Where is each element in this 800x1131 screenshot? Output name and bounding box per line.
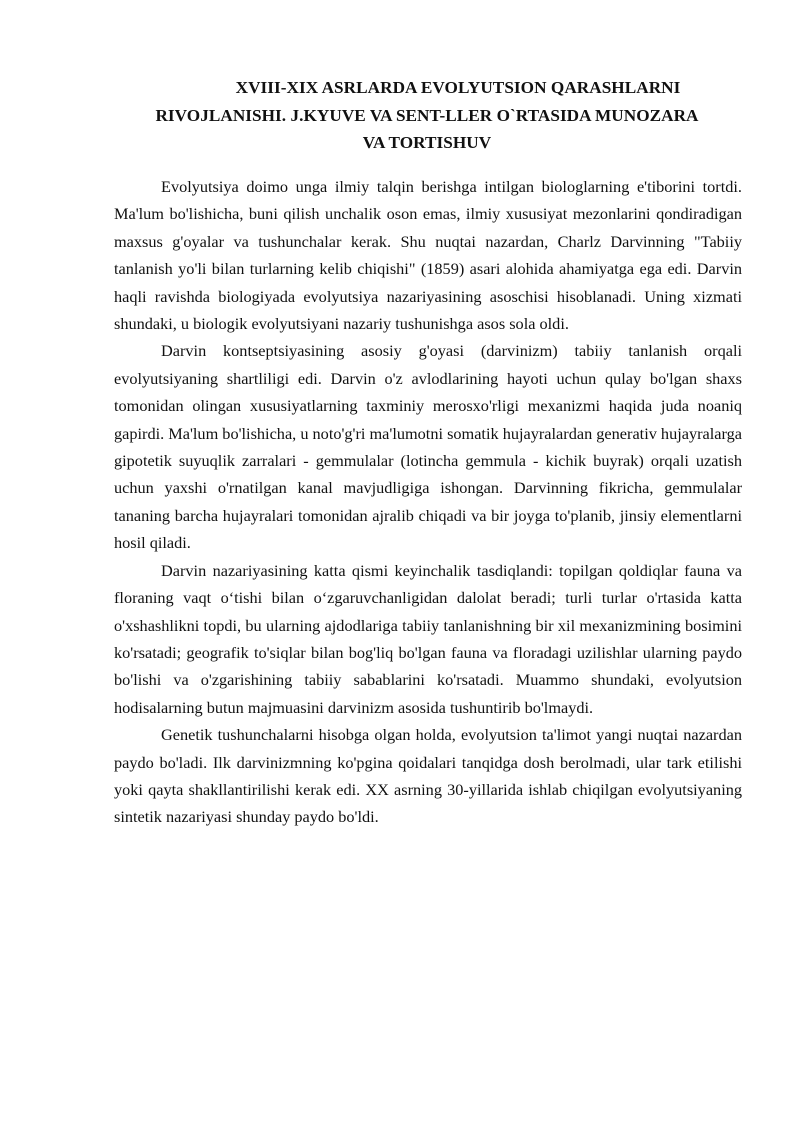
document-body (114, 173, 742, 831)
paragraph-2: Darvin kontseptsiyasining asosiy g'oyasi (darvinizm) tabiiy tanlanish orqali evolyutsiyaning shartliligi edi. Darvin o'z avlodlarining hayoti uchun qulay bo'lgan shaxs tomonidan olingan xususiyatlarning taxminiy merosxo'rligi mexanizmi haqida juda noaniq gapirdi. Ma'lum bo'lishicha, u noto'g'ri ma'lumotni somatik hujayralardan generativ hujayralarga gipotetik suyuqlik zarralari - gemmulalar (lotincha gemmula - kichik buyrak) orqali uzatish uchun yaxshi o'rnatilgan kanal mavjudligiga ishongan. Darvinning fikricha, gemmulalar tananing barcha hujayralari tomonidan ajralib chiqadi va bir joyga to'planib, jinsiy elementlarni hosil qiladi. (114, 341, 742, 553)
paragraph-1: Evolyutsiya doimo unga ilmiy talqin berishga intilgan biologlarning e'tiborini tortdi. Ma'lum bo'lishicha, buni qilish unchalik oson emas, ilmiy xususiyat mezonlarini qondiradigan maxsus g'oyalar va tushunchalar kerak. Shu nuqtai nazardan, Charlz Darvinning "Tabiiy tanlanish yo'li bilan turlarning kelib chiqishi" (1859) asari alohida ahamiyatga ega edi. Darvin haqli ravishda biologiyada evolyutsiya nazariyasining asoschisi hisoblanadi. Uning xizmati shundaki, u biologik evolyutsiyani nazariy tushunishga asos sola oldi. (114, 177, 742, 334)
title-line-3: VA TORTISHUV (362, 133, 492, 152)
paragraph-4: Genetik tushunchalarni hisobga olgan holda, evolyutsion ta'limot yangi nuqtai nazardan paydo bo'ladi. Ilk darvinizmning ko'pgina qoidalari tanqidga dosh berolmadi, ular tark etilishi yoki qayta shakllantirilishi kerak edi. XX asrning 30-yillarida ishlab chiqilgan evolyutsiyaning sintetik nazariyasi shunday paydo bo'ldi. (114, 725, 742, 827)
title-line-2: RIVOJLANISHI. J.KYUVE VA SENT-LLER O`RTASIDA MUNOZARA (155, 105, 699, 125)
title-line-1: XVIII-XIX ASRLARDA EVOLYUTSION QARASHLARNI (235, 78, 681, 97)
document-title (112, 74, 742, 157)
paragraph-3: Darvin nazariyasining katta qismi keyinchalik tasdiqlandi: topilgan qoldiqlar fauna va floraning vaqt o‘tishi bilan o‘zgaruvchanligidan dalolat beradi; turli turlar o'rtasida katta o'xshashlikni topdi, bu ularning ajdodlariga tabiiy tanlanishning bir xil mexanizmining bosimini ko'rsatadi; geografik to'siqlar bilan bog'liq bo'lgan fauna va floradagi uzilishlar ularning paydo bo'lishi va o'zgarishining tabiiy sabablarini ko'rsatadi. Muammo shundaki, evolyutsion hodisalarning butun majmuasini darvinizm asosida tushuntirib bo'lmaydi. (114, 560, 742, 717)
